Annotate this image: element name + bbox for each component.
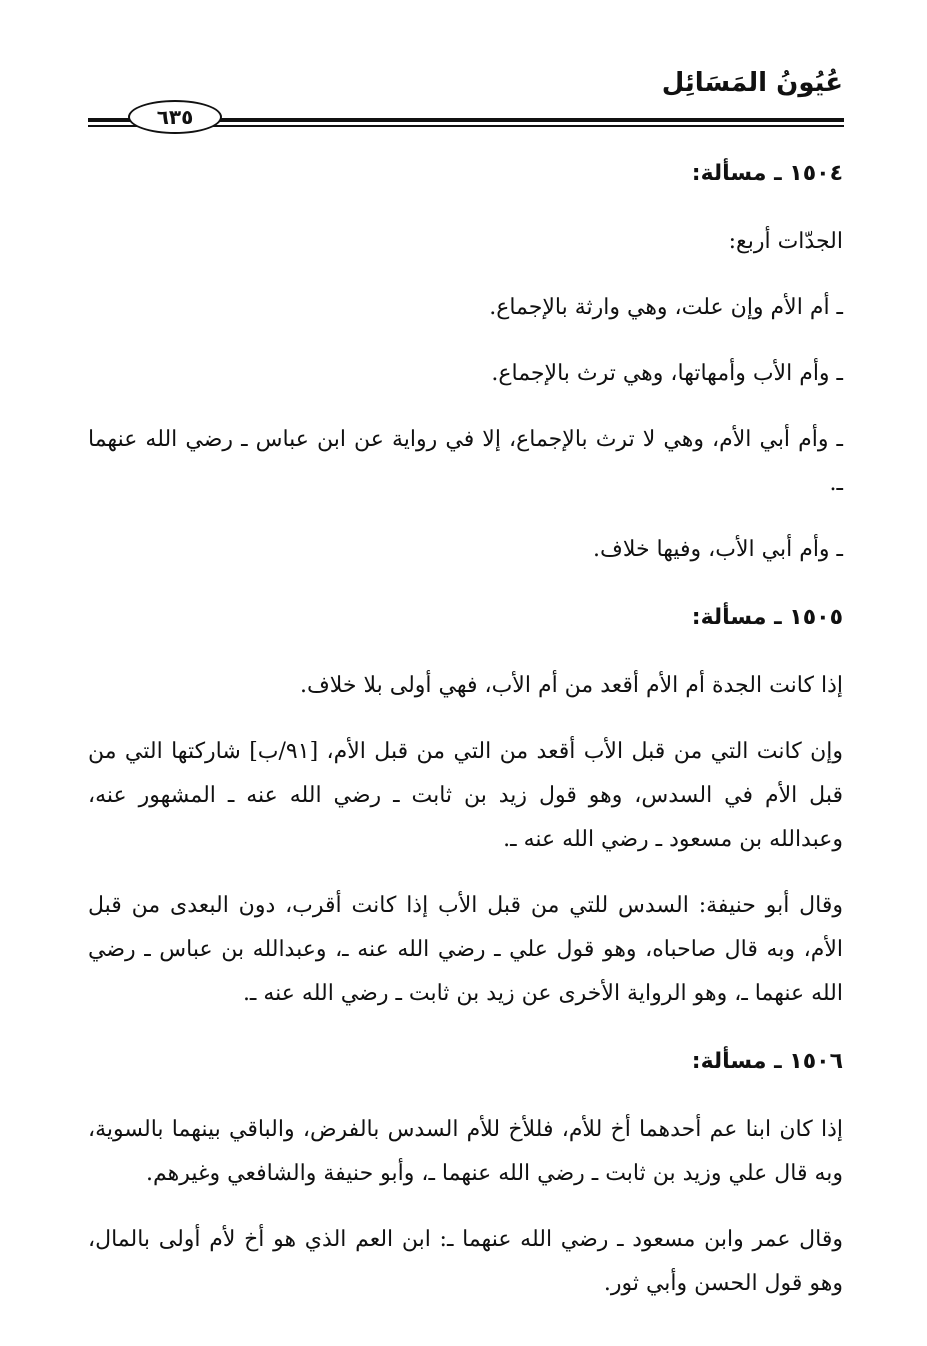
issue-heading-1506: ١٥٠٦ ـ مسألة:: [691, 1049, 843, 1074]
issue-heading-1505: ١٥٠٥ ـ مسألة:: [691, 605, 843, 630]
running-header-title: عُيُونُ المَسَائِل: [661, 68, 843, 98]
issue-1504-item-3: ـ وأم أبي الأم، وهي لا ترث بالإجماع، إلا في رواية عن ابن عباس ـ رضي الله عنهما ـ.: [88, 427, 843, 496]
issue-1504-item-4: ـ وأم أبي الأب، وفيها خلاف.: [593, 537, 843, 562]
issue-1505-para-2: وإن كانت التي من قبل الأب أقعد من التي من قبل الأم، [٩١/ب] شاركتها التي من قبل الأم في السدس، وهو قول زيد بن ثابت ـ رضي الله عنه ـ المشهور عنه، وعبدالله بن مسعود ـ رضي الله عنه ـ.: [88, 739, 843, 852]
issue-1504-item-2: ـ وأم الأب وأمهاتها، وهي ترث بالإجماع.: [491, 361, 843, 386]
issue-1506-para-1: إذا كان ابنا عم أحدهما أخ للأم، فللأخ للأم السدس بالفرض، والباقي بينهما بالسوية، وبه قال علي وزيد بن ثابت ـ رضي الله عنهما ـ، وأبو حنيفة والشافعي وغيرهم.: [88, 1117, 843, 1186]
issue-1506-para-2: وقال عمر وابن مسعود ـ رضي الله عنهما ـ: ابن العم الذي هو أخ لأم أولى بالمال، وهو قول الحسن وأبي ثور.: [88, 1227, 843, 1296]
issue-1504-intro: الجدّات أربع:: [728, 229, 843, 254]
issue-1505-para-1: إذا كانت الجدة أم الأم أقعد من أم الأب، فهي أولى بلا خلاف.: [299, 673, 843, 698]
issue-1504-item-1: ـ أم الأم وإن علت، وهي وارثة بالإجماع.: [489, 295, 843, 320]
page-number-badge: ٦٣٥: [128, 100, 222, 134]
page-body: [88, 152, 843, 1306]
issue-1505-para-3: وقال أبو حنيفة: السدس للتي من قبل الأب إذا كانت أقرب، دون البعدى من قبل الأم، وبه قال صاحباه، وهو قول علي ـ رضي الله عنه ـ، وعبدالله بن عباس ـ رضي الله عنهما ـ، وهو الرواية الأخرى عن زيد بن ثابت ـ رضي الله عنه ـ.: [88, 893, 843, 1006]
issue-heading-1504: ١٥٠٤ ـ مسألة:: [691, 161, 843, 186]
